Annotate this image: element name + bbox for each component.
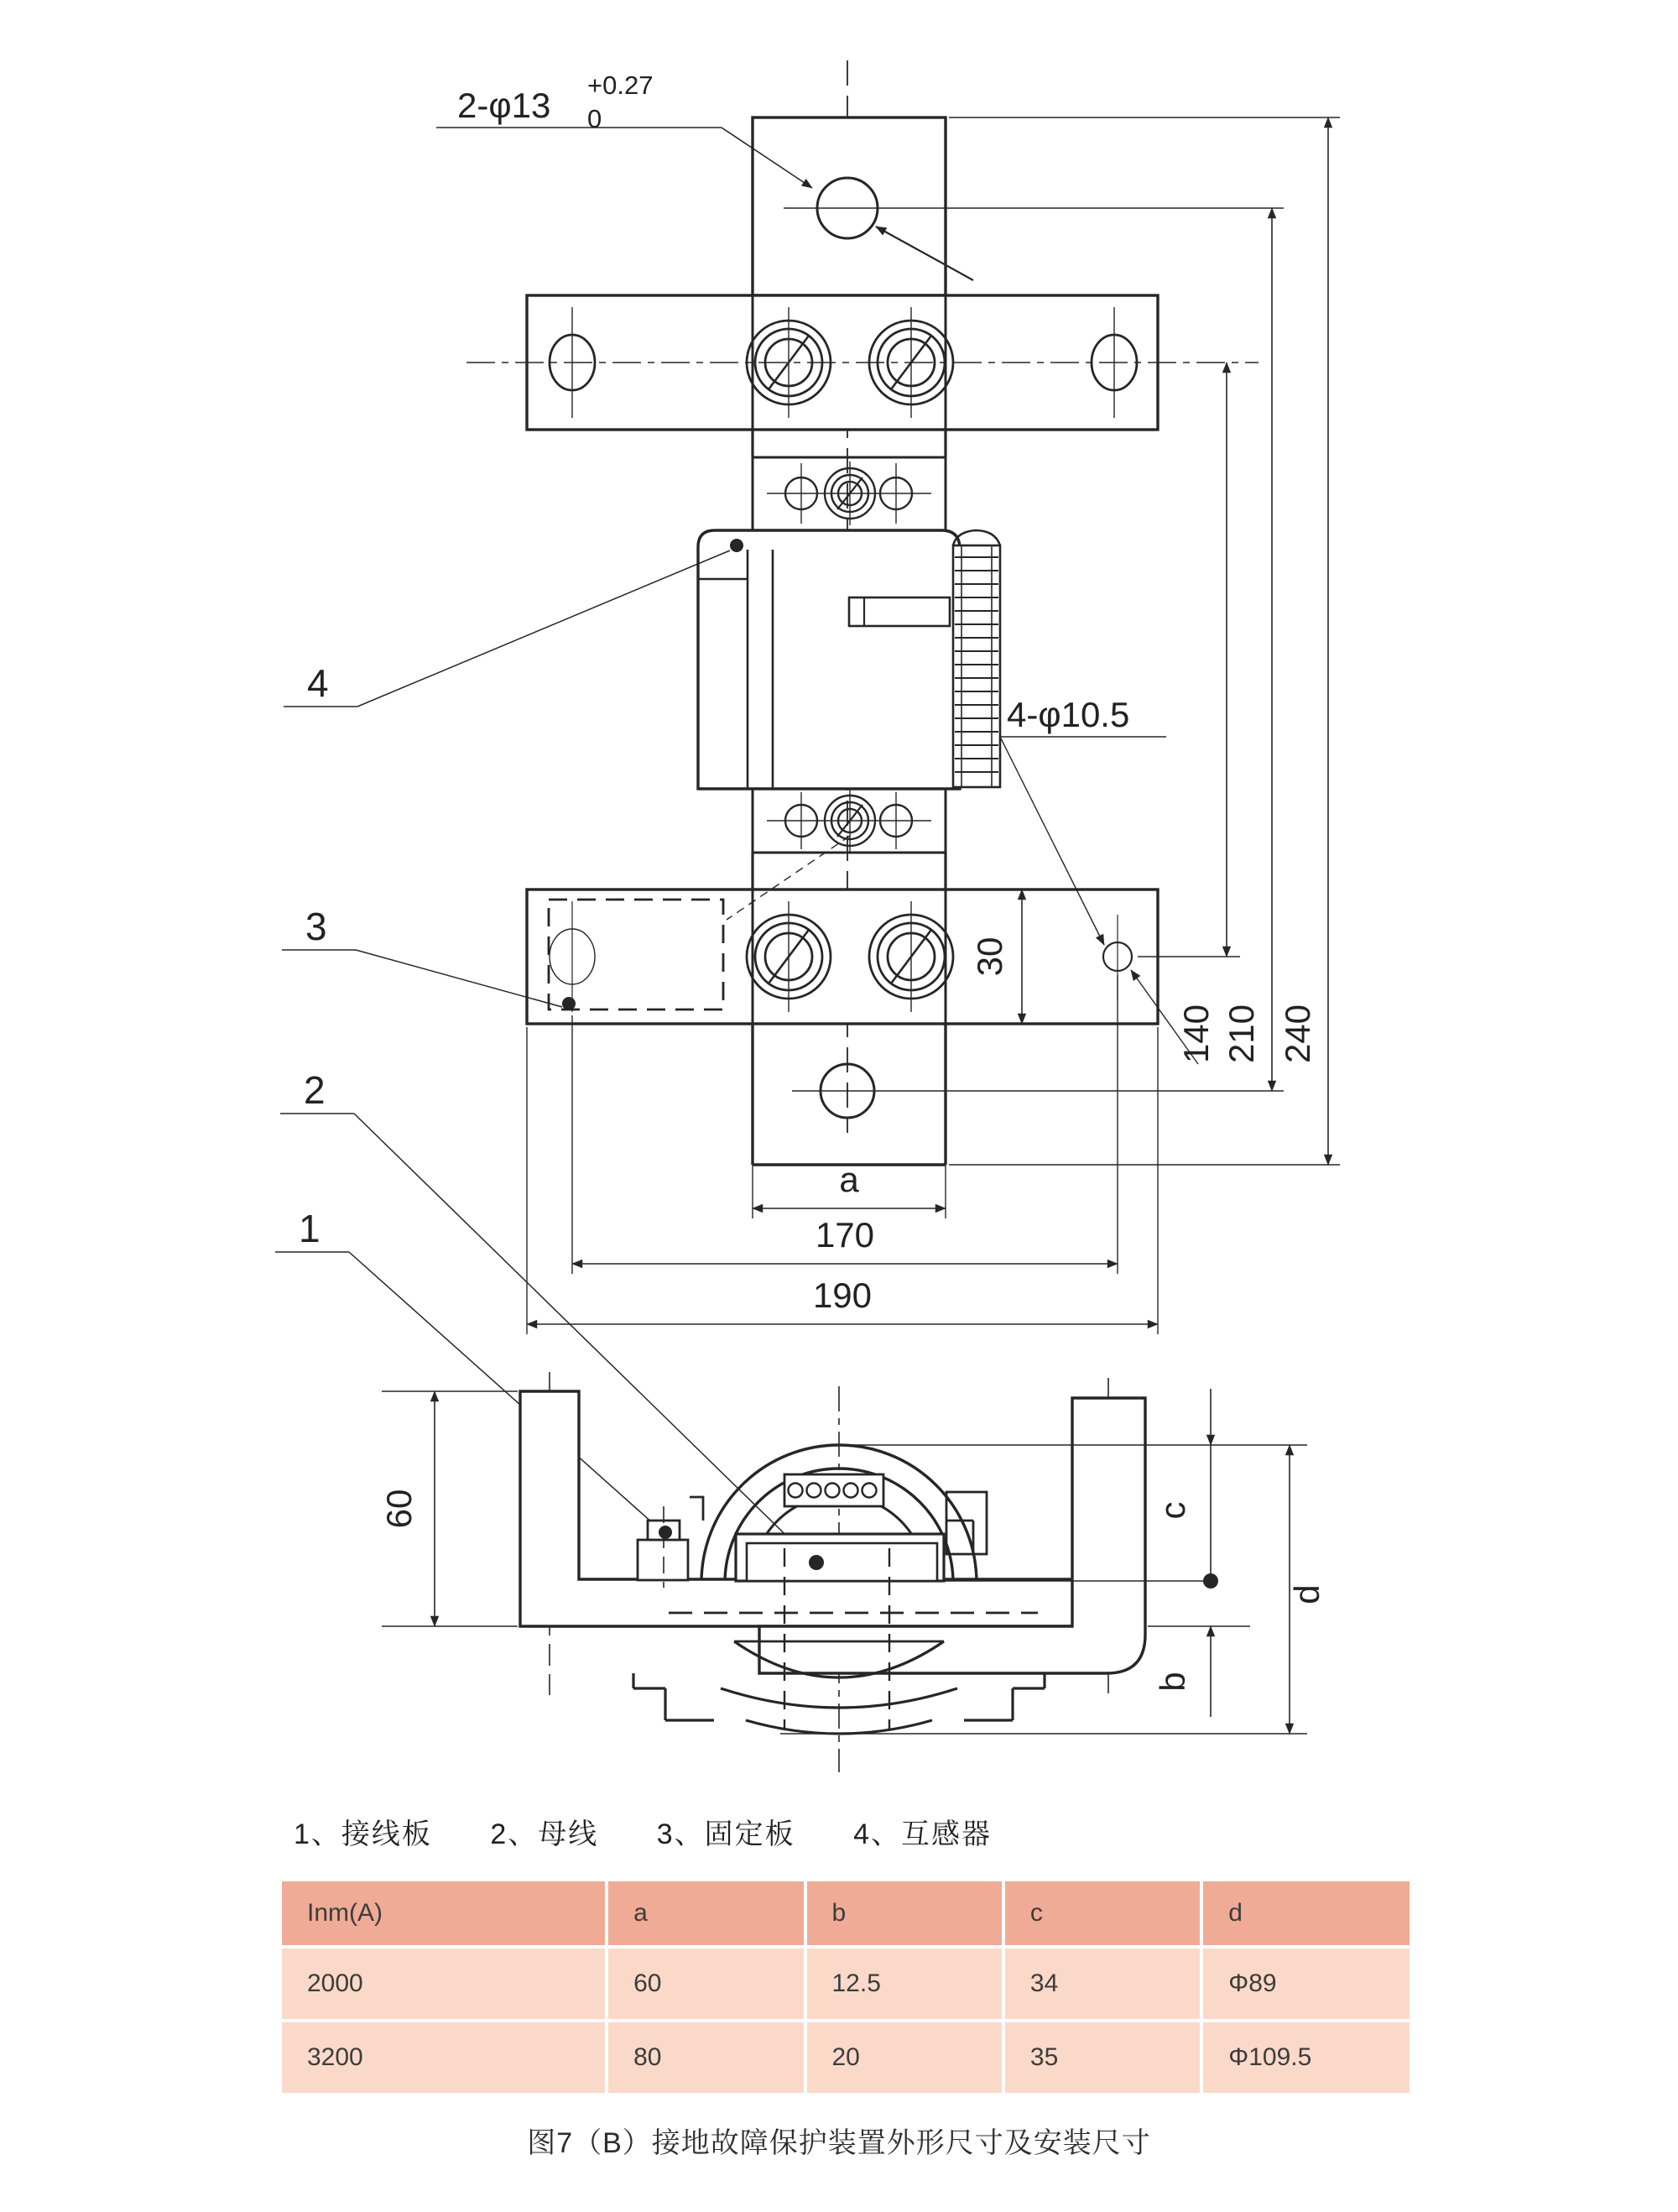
hatched-connector [953,530,1000,787]
leader-dot-1 [659,1526,672,1539]
legend [294,1811,1040,1852]
dim-2phi13-tol-lower: 0 [587,104,602,133]
dim-b-label: b [1153,1672,1192,1692]
cell: 34 [1005,1949,1200,2019]
dim-60-label: 60 [379,1489,419,1529]
dim-210-label: 210 [1222,1004,1261,1064]
legend-item-3: 3、固定板 [656,1818,795,1850]
fixing-plate [527,889,1158,1024]
legend-item-2: 2、母线 [490,1818,599,1850]
header-d: d [1203,1881,1410,1945]
left-busbar-L [520,1391,1141,1626]
part-label-3: 3 [305,905,327,948]
dim-170-label: 170 [815,1215,875,1255]
table-header-row [282,1881,1410,1945]
lower-strip-screws [767,789,931,853]
dim-30-label: 30 [970,936,1009,977]
table-row [282,1949,1410,2019]
arch-step-right [946,1492,987,1554]
dim-b [1148,1626,1250,1717]
part-number-texts [299,661,329,1250]
spec-table [279,1878,1413,2096]
dim-c-label: c [1153,1501,1192,1520]
arch-step-left [690,1497,703,1521]
legend-item-4: 4、互感器 [853,1818,993,1850]
part-label-1: 1 [299,1207,320,1250]
part-label-4: 4 [307,661,329,705]
cell: 20 [807,2022,1002,2093]
cell: Φ89 [1203,1949,1410,2019]
dim-d-label: d [1287,1584,1326,1604]
leader-dot-4 [730,539,743,552]
dim-a-label: a [839,1160,859,1199]
current-transformer-block [698,530,1000,789]
figure-caption: 图7（B）接地故障保护装置外形尺寸及安装尺寸 [527,2127,1151,2159]
dim-ref-dot [1203,1573,1218,1589]
cell: 80 [608,2022,803,2093]
terminal-block [638,1506,688,1588]
dim-4phi105-label: 4-φ10.5 [1007,695,1130,734]
leader-dot-3 [562,997,576,1010]
upper-strip-screws [767,462,931,525]
part-label-2: 2 [304,1068,326,1112]
header-b: b [807,1881,1002,1945]
cell: 35 [1005,2022,1200,2093]
five-hole-strip [784,1474,883,1506]
dim-140 [1138,363,1240,957]
ct-window [736,1534,944,1581]
front-view [275,60,1340,1559]
cell: 2000 [282,1949,605,2019]
header-c: c [1005,1881,1200,1945]
table-row [282,2022,1410,2093]
cell: 3200 [282,2022,605,2093]
legend-item-1: 1、接线板 [294,1818,432,1850]
dim-190-label: 190 [812,1276,873,1315]
header-a: a [608,1881,803,1945]
dim-240-label: 240 [1278,1004,1317,1064]
side-view [382,1372,1307,1772]
leader-dot-2 [809,1555,824,1570]
cell: Φ109.5 [1203,2022,1410,2093]
top-busbar-column [753,117,946,295]
dim-140-label: 140 [1176,1004,1216,1064]
dim-2phi13-label: 2-φ13 [457,86,551,125]
header-inm: Inm(A) [282,1881,605,1945]
dim-2phi13-tol-upper: +0.27 [587,70,654,100]
cell: 12.5 [807,1949,1002,2019]
cell: 60 [608,1949,803,2019]
